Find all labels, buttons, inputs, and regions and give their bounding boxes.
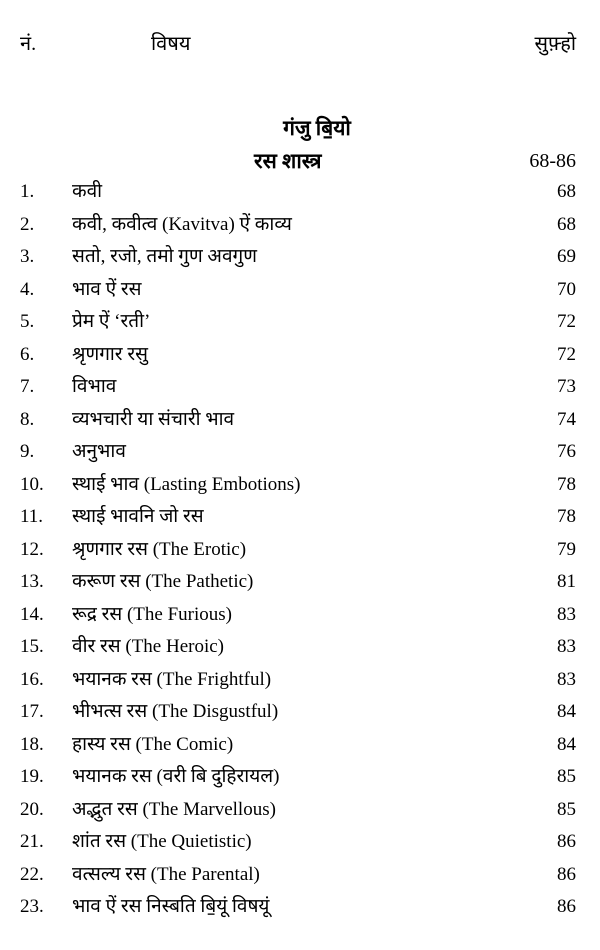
- toc-entry-number: 9.: [20, 441, 35, 462]
- toc-entry-number: 12.: [20, 538, 44, 560]
- toc-entry: [0, 859, 600, 892]
- toc-entry-number: 13.: [20, 571, 44, 592]
- toc-entry: [0, 404, 600, 437]
- toc-entry-number: 6.: [20, 343, 35, 365]
- toc-entry-title: भयानक रस (The Frightful): [72, 668, 272, 690]
- toc-entry-number: 18.: [20, 733, 44, 755]
- toc-entry: [0, 534, 600, 567]
- toc-entry-title: रूद्र रस (The Furious): [72, 603, 232, 625]
- toc-entry: [0, 891, 600, 924]
- toc-entry-title: अनुभाव: [72, 441, 126, 462]
- toc-entry-page: 84: [557, 701, 576, 722]
- column-header-subject: विषय: [151, 33, 191, 55]
- toc-entry-title: वीर रस (The Heroic): [72, 636, 225, 657]
- toc-entry-page: 72: [557, 343, 576, 365]
- toc-entry-title: वत्सल्य रस (The Parental): [72, 863, 260, 885]
- toc-entry: [0, 696, 600, 729]
- section-page-range: 68-86: [529, 150, 576, 172]
- toc-entry-number: 10.: [20, 473, 44, 495]
- toc-entry-page: 70: [557, 278, 576, 300]
- toc-entry: [0, 371, 600, 404]
- toc-entry-number: 15.: [20, 636, 44, 657]
- toc-entry-page: 78: [557, 506, 576, 527]
- toc-entry-title: हास्य रस (The Comic): [72, 733, 234, 755]
- toc-entry-number: 7.: [20, 376, 35, 397]
- toc-entry-page: 81: [557, 571, 576, 592]
- toc-entry-title: प्रेम ऐं ‘रती’: [72, 311, 151, 332]
- toc-entry-page: 86: [557, 896, 576, 917]
- toc-entry-title: स्थाई भावनि जो रस: [72, 506, 204, 527]
- column-header-page: सुफ़्हो: [534, 33, 576, 55]
- toc-entry-title: स्थाई भाव (Lasting Embotions): [72, 473, 301, 495]
- toc-list: [0, 176, 600, 924]
- toc-entry-page: 73: [557, 376, 576, 397]
- toc-entry-number: 21.: [20, 831, 44, 852]
- toc-entry-page: 69: [557, 246, 576, 267]
- toc-entry-page: 74: [557, 408, 576, 430]
- toc-entry-page: 76: [557, 441, 576, 462]
- toc-entry-title: भीभत्स रस (The Disgustful): [72, 701, 279, 722]
- toc-entry-title: करूण रस (The Pathetic): [72, 571, 254, 592]
- toc-entry-title: विभाव: [72, 376, 117, 397]
- toc-entry-title: कवी: [72, 181, 103, 202]
- toc-entry-title: सतो, रजो, तमो गुण अवगुण: [72, 246, 257, 267]
- toc-entry: [0, 501, 600, 534]
- toc-entry-title: अद्भुत रस (The Marvellous): [72, 798, 276, 820]
- toc-entry-number: 5.: [20, 311, 35, 332]
- toc-entry: [0, 664, 600, 697]
- toc-entry: [0, 761, 600, 794]
- toc-entry-page: 86: [557, 831, 576, 852]
- toc-entry-page: 85: [557, 798, 576, 820]
- toc-entry-number: 8.: [20, 408, 35, 430]
- toc-entry-number: 11.: [20, 506, 44, 527]
- section-title: गंजु बि॒यो: [283, 116, 351, 140]
- toc-entry: [0, 176, 600, 209]
- column-header-number: नं.: [20, 33, 37, 55]
- toc-entry: [0, 566, 600, 599]
- toc-entry-page: 68: [557, 181, 576, 202]
- toc-entry-page: 78: [557, 473, 576, 495]
- toc-entry: [0, 599, 600, 632]
- toc-entry: [0, 274, 600, 307]
- toc-entry: [0, 306, 600, 339]
- section-subtitle: रस शास्त्र: [254, 149, 322, 173]
- toc-entry-number: 23.: [20, 896, 44, 917]
- toc-entry-title: श्रृणगार रसु: [72, 343, 148, 365]
- toc-entry-number: 22.: [20, 863, 44, 885]
- toc-entry: [0, 339, 600, 372]
- toc-entry: [0, 729, 600, 762]
- toc-entry-number: 19.: [20, 766, 44, 787]
- toc-entry-title: भाव ऐं रस: [72, 278, 142, 300]
- toc-entry-number: 2.: [20, 213, 35, 235]
- toc-entry-page: 83: [557, 636, 576, 657]
- toc-entry: [0, 436, 600, 469]
- toc-entry-title: भयानक रस (वरी बि दुहिरायल): [72, 766, 280, 787]
- toc-entry-title: भाव ऐं रस निस्बति बि॒यूं विषयूं: [72, 896, 270, 917]
- toc-entry-page: 84: [557, 733, 576, 755]
- toc-entry: [0, 794, 600, 827]
- toc-entry: [0, 631, 600, 664]
- toc-entry-page: 72: [557, 311, 576, 332]
- toc-entry-title: शांत रस (The Quietistic): [72, 831, 252, 852]
- toc-entry: [0, 469, 600, 502]
- toc-entry-page: 83: [557, 603, 576, 625]
- toc-entry-page: 68: [557, 213, 576, 235]
- toc-entry: [0, 826, 600, 859]
- toc-entry-number: 20.: [20, 798, 44, 820]
- toc-entry-number: 1.: [20, 181, 35, 202]
- toc-entry-number: 17.: [20, 701, 44, 722]
- toc-entry-page: 83: [557, 668, 576, 690]
- section-subtitle-row: [0, 147, 600, 175]
- toc-entry-page: 85: [557, 766, 576, 787]
- toc-entry: [0, 209, 600, 242]
- toc-entry-number: 16.: [20, 668, 44, 690]
- toc-entry-number: 3.: [20, 246, 35, 267]
- toc-entry-number: 14.: [20, 603, 44, 625]
- toc-entry-page: 86: [557, 863, 576, 885]
- toc-entry-number: 4.: [20, 278, 35, 300]
- toc-entry: [0, 241, 600, 274]
- toc-entry-title: कवी, कवीत्व (Kavitva) ऐं काव्य: [72, 213, 292, 235]
- toc-entry-page: 79: [557, 538, 576, 560]
- toc-entry-title: श्रृणगार रस (The Erotic): [72, 538, 247, 560]
- toc-entry-title: व्यभचारी या संचारी भाव: [72, 408, 235, 430]
